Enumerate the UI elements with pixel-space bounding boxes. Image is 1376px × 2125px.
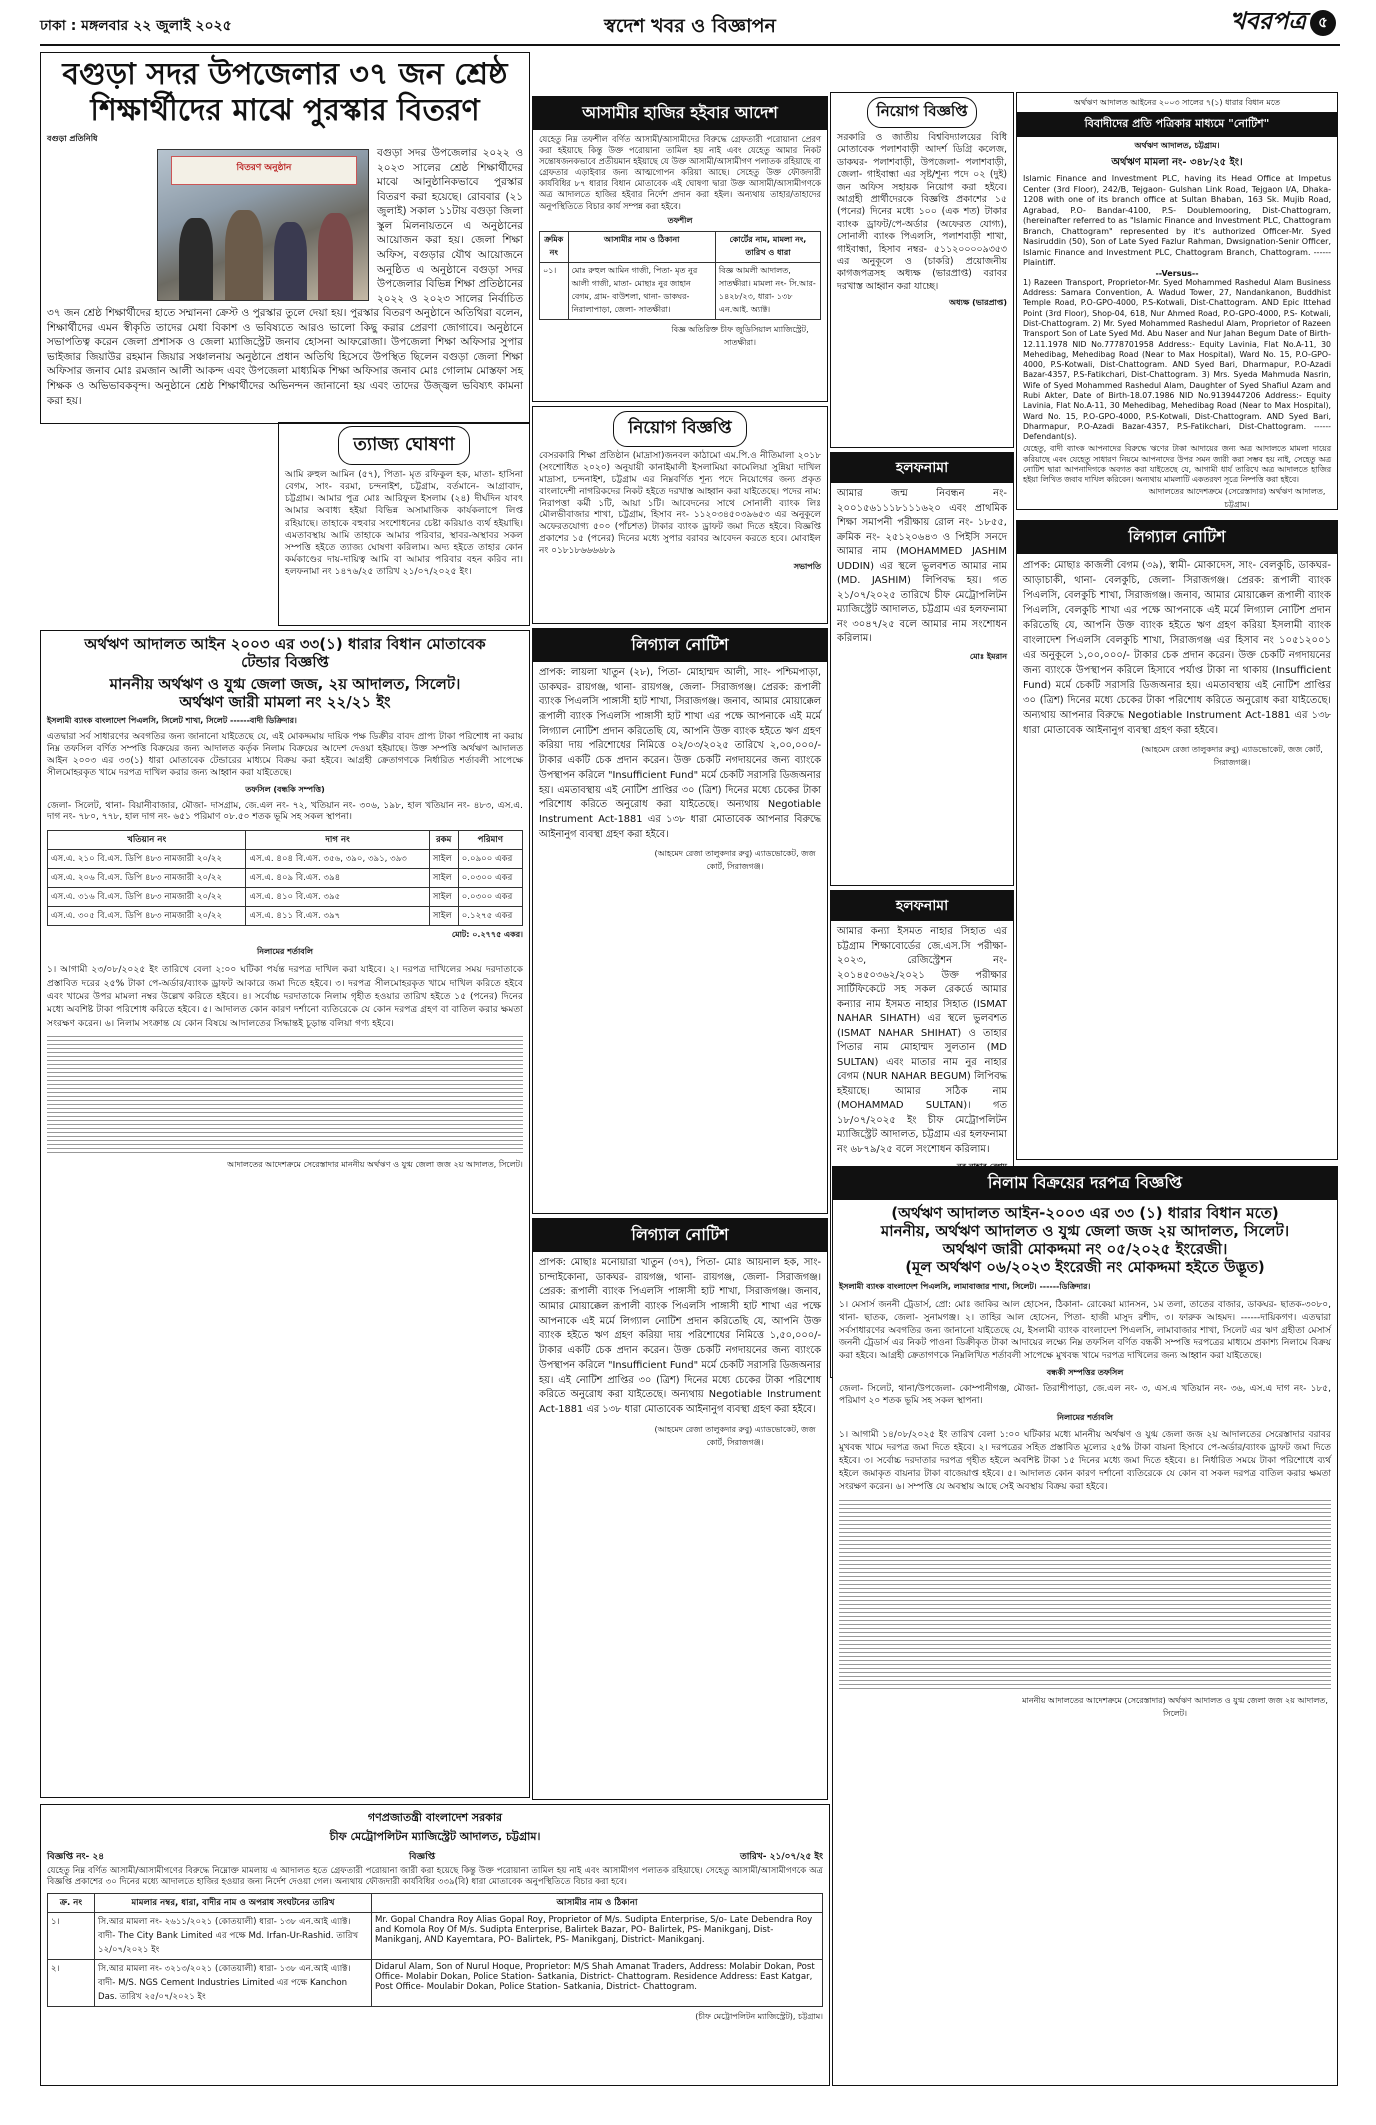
hajir-sign: বিজ্ঞ অতিরিক্ত চীফ জুডিসিয়াল ম্যাজিস্ট্রেট, সাতক্ষীরা। [671,324,809,347]
lead-photo [157,149,369,301]
rin-versus: --Versus-- [1155,268,1199,278]
tender-total: মোট: ০.২৭৭৫ একর। [451,930,523,940]
halaf1-sign: মোঃ ইমরান [969,651,1007,661]
gov-band2: চীফ মেট্রোপলিটন ম্যাজিস্ট্রেট আদালত, চট্টগ্রাম। [329,1830,541,1843]
table-cell: এস.এ. ৪১০ বি.এস. ৩৯৫ [246,888,429,907]
legal3-sign: (আহমেদ রেজা তালুকদার রুবু) এ্যাডভোকেট, জজ কোর্ট, সিরাজগঞ্জ। [654,1424,816,1447]
nilam-terms: ১। আগামী ১৪/০৮/২০২৫ ইং তারিখ বেলা ১:০০ ঘটিকার মধ্যে মাননীয় অর্থঋণ ও যুগ্ম জেলা জজ ২য় আদালতের সেরেস্তাদার বরাবর মুখবন্ধ খামে দরপত্র জমা দিতে হইবে। ২। দরপত্রের সহিত প্রস্তাবিত মূল্যের ২৫% টাকা বায়না হিসাবে পে-অর্ডার/ব্যাংক ড্রাফট জমা দিতে হইবে। ৩। সর্বোচ্চ দরদাতার দরপত্র গৃহীত হইলে অবশিষ্ট টাকা ১৫ দিনের মধ্যে জমা দিতে হইবে। ৪। নির্ধারিত সময়ে টাকা পরিশোধে ব্যর্থ হইলে জমাকৃত বায়নার টাকা বাজেয়াপ্ত হইবে। ৫। আদালত কোন কারণ দর্শানো ব্যতিরেকে যে কোন বা সকল দরপত্র বাতিল করার ক্ষমতা সংরক্ষণ করেন। ৬। সম্পত্তি যে অবস্থায় আছে সেই অবস্থায় বিক্রয় করা হইবে। [839,1429,1331,1492]
table-row [48,831,523,850]
table-cell: সাইল [429,850,458,869]
table-header: আসামীর নাম ও ঠিকানা [372,1893,823,1912]
table-cell: সাইল [429,888,458,907]
legal-notice-3 [532,1218,828,1800]
hajir-table-heading: তফশীল [667,215,693,225]
masthead-logo [1230,6,1336,40]
table-cell: সাইল [429,907,458,926]
header-rule [40,44,1340,46]
legal1-sign: (আহমেদ রেজা তালুকদার রুবু) এ্যাডভোকেট, জজ কোর্ট, সিরাজগঞ্জ। [1141,745,1323,767]
rin-sign: আদালতের আদেশক্রমে (সেরেস্তাদার) অর্থঋণ আদালত, চট্টগ্রাম। [1148,486,1326,509]
table-row [48,850,523,869]
photo-banner-text: বিতরণ অনুষ্ঠান [236,163,292,173]
lead-body: বগুড়া সদর উপজেলার ২০২২ ও ২০২৩ সালের শ্রেষ্ঠ শিক্ষার্থীদের মাঝে আনুষ্ঠানিকভাবে পুরস্কার বিতরণ করা হয়েছে। রোববার (২১ জুলাই) সকাল ১১টায় বগুড়া জিলা স্কুল মিলনায়তনে এ অনুষ্ঠানের আয়োজন করা হয়। জেলা শিক্ষা অফিস, বগুড়ার যৌথ আয়োজনে অনুষ্ঠিত এ অনুষ্ঠানে বগুড়া সদর উপজেলার বিভিন্ন শিক্ষা প্রতিষ্ঠানের ২০২২ ও ২০২৩ সালের নির্বাচিত ৩৭ জন শ্রেষ্ঠ শিক্ষার্থীদের হাতে সম্মাননা ক্রেস্ট ও পুরস্কার তুলে দেয়া হয়। পুরস্কার বিতরণ অনুষ্ঠানে অতিথিরা বলেন, শিক্ষার্থীদের এমন স্বীকৃতি তাদের মেধা বিকাশ ও ভবিষ্যতে আরও ভালো কিছু করার প্রেরণা জোগাবে। অনুষ্ঠানে সভাপতিত্ব করেন জেলা প্রশাসক ও জেলা ম্যাজিস্ট্রেট জনাব হোসনা আফরোজা। উপজেলা শিক্ষা অফিসার সুপার ভাইজার জিয়াউর রহমান জিয়ার সঞ্চালনায় অনুষ্ঠানে প্রধান অতিথি হিসেবে উপস্থিত ছিলেন বগুড়া জেলা শিক্ষা অফিসার জনাব মোঃ রমজান আলী আকন্দ এবং উপজেলা মাধ্যমিক শিক্ষা অফিসার জনাব মোঃ গোলাম মোস্তফা সহ শিক্ষক ও অভিভাবকবৃন্দ। অনুষ্ঠানে শ্রেষ্ঠ শিক্ষার্থীদের অভিনন্দন জানানো হয় এবং তাদের উজ্জ্বল ভবিষ্যৎ কামনা করা হয়। [47,147,523,407]
lead-story [40,52,530,424]
lead-title-line1: বগুড়া সদর উপজেলার ৩৭ জন শ্রেষ্ঠ [62,57,508,92]
niyog1-body: বেসরকারি শিক্ষা প্রতিষ্ঠান (মাদ্রাসা)জনবল কাঠামো এম.পি.ও নীতিমালা ২০১৮ (সংশোধিত ২০২০) অনুযায়ী কানাইমালী ইসলামিয়া কামেলিয়া সুন্নিয়া দাখিল মাদ্রাসা, চন্দনাইশ, চট্টগ্রাম এর নিম্নবর্ণিত শূন্য পদে নিয়োগের জন্য প্রকৃত বাংলাদেশী নাগরিকদের নিকট হইতে দরখাস্ত আহ্বান করা যাইতেছে। পদের নাম: নিরাপত্তা কর্মী ১টি, আয়া ১টি। আবেদনের সাথে সোনালী ব্যাংক লিঃ মৌলভীবাজার শাখা, চট্টগ্রাম, হিসাব নং- ১১২০৩৪৫০৩৯৬৫৩ এর অনুকূলে অফেরতযোগ্য ৫০০ (পাঁচশত) টাকার ব্যাংক ড্রাফট জমা দিতে হইবে। বিজ্ঞপ্তি প্রকাশের ১৫ (পনের) দিনের মধ্যে সুপার বরাবর আবেদন করতে হবে। মোবাইল নং ০১৮১৮৬৬৬৬৮৯ [539,451,821,556]
tender-text-filler [47,1036,523,1153]
gov-intro: যেহেতু নিম্ন বর্ণিত আসামী/আসামীগণের বিরুদ্ধে নিম্নোক্ত মামলায় এ আদালত হতে গ্রেফতারী পরোয়ানা জারী করা হয়েছে কিন্তু উক্ত পরোয়ানা তামিল হয় নাই এবং আসামীগণ পলাতক রহিয়াছে। সেহেতু আসামী/আসামীগণকে অত্র বিজ্ঞপ্তি প্রকাশের ৩০ দিনের মধ্যে আদালতে হাজির হওয়ার জন্য নির্দেশ দেওয়া গেল। অন্যথায় ফৌজদারী কার্যবিধির ৩৩৯(বি) ধারা মোতাবেক অনুপস্থিতিতে বিচার করা হবে। [47,1866,823,1888]
photo-figure [225,210,263,300]
nilam-terms-title: নিলামের শর্তাবলি [1057,1412,1113,1422]
table-row [48,1912,823,1959]
rin-title: বিবাদীদের প্রতি পত্রিকার মাধ্যমে "নোটিশ" [1017,112,1337,137]
niyog-notice-2 [830,92,1014,448]
tender-title2: টেন্ডার বিজ্ঞপ্তি [241,653,329,671]
lead-byline: বগুড়া প্রতিনিধি [47,134,98,143]
section-title: স্বদেশ খবর ও বিজ্ঞাপন [604,15,776,37]
table-cell: বিজ্ঞ আমলী আদালত, সাতক্ষীরা। মামলা নং- সি.আর- ১৪২৮/২৩, ধারা- ১৩৮ এন.আই. অ্যাক্ট। [715,262,820,319]
table-cell: এস.এ. ৩০৫ বি.এস. ডিপি ৪৮৩ নামজারী ২০/২২ [48,907,246,926]
halaf1-body: আমার জন্ম নিবন্ধন নং- ২০০১৫৬১১১৮১১১৬২০ এবং প্রাথমিক শিক্ষা সমাপনী পরীক্ষায় রোল নং- ১৮৫৫, ক্রমিক নং- ২৫১২০৬৪৩ ও পিইসি সনদে আমার নাম (MOHAMMED JASHIM UDDIN) এর স্থলে ভুলবশত আমার নাম (MD. JASHIM) লিপিবদ্ধ হয়। গত ২১/০৭/২০২৫ তারিখে চীফ মেট্রোপলিটন ম্যাজিস্ট্রেট আদালত, চট্টগ্রাম এর হলফনামা নং ৩০৪৭/২৫ বলে আমার নাম সংশোধন করিলাম। [837,488,1007,644]
niyog1-title: নিয়োগ বিজ্ঞপ্তি [613,411,746,447]
niyog1-title-wrap [539,411,821,447]
legal1-title: লিগ্যাল নোটিশ [1017,521,1337,554]
table-cell: এস.এ. ৪০৯ বি.এস. ৩৯৪ [246,869,429,888]
tyajjo-title-wrap [285,426,523,465]
halaf2-body: আমার কন্যা ইসমত নাহার সিহাত এর চট্টগ্রাম শিক্ষাবোর্ডের জে.এস.সি পরীক্ষা- ২০২৩, রেজিস্ট্রেশন নং- ২০১৪৫০৩৬২/২০২১ উক্ত পরীক্ষার সার্টিফিকেটে সহ সকল রেকর্ডে আমার কন্যার নাম ইসমত নাহার সিহাত (ISMAT NAHAR SIHATH) এর স্থলে ভুলবশত (ISMAT NAHAR SHIHAT) ও তাহার পিতার নাম মোহাম্মদ সুলতান (MD SULTAN) এবং মাতার নাম নুর নাহার বেগম (NUR NAHAR BEGUM) লিপিবদ্ধ হইয়াছে। আমার সঠিক নাম (MOHAMMAD SULTAN)। গত ১৮/০৭/২০২৫ ইং চীফ মেট্রোপলিটন ম্যাজিস্ট্রেট আদালত, চট্টগ্রাম এর হলফনামা নং ৬৮৭৯/২৫ বলে সংশোধন করিলাম। [837,926,1007,1155]
rin-closing: যেহেতু, বাদী ব্যাংক আপনাদের বিরুদ্ধে ঋণের টাকা আদায়ের জন্য অত্র আদালতে মামলা দায়ের করিয়াছে এবং যেহেতু সাধারণ নিয়মে আপনাদের উপর সমন জারী করা সম্ভব হয় নাই, সেহেতু অত্র নোটিশ দ্বারা আপনাদিগকে অবগত করা যাইতেছে যে, আগামী ধার্য তারিখে অত্র আদালতে হাজির হইয়া লিখিত জবাব দাখিল করিবেন। অন্যথায় মামলাটি একতরফা সূত্রে নিষ্পত্তি করা হইবে। [1023,444,1331,485]
nilam-plaintiff: ইসলামী ব্যাংক বাংলাদেশ পিএলসি, লামাবাজার শাখা, সিলেট। ------ডিক্রিদার। [839,1282,1091,1291]
nilam-court: মাননীয়, অর্থঋণ আদালত ও যুগ্ম জেলা জজ ২য় আদালত, সিলেট। [880,1222,1290,1240]
halaf-notice-1 [830,452,1014,886]
tender-court: মাননীয় অর্থঋণ ও যুগ্ম জেলা জজ, ২য় আদালত, সিলেট। [109,675,461,693]
niyog2-title-wrap [837,97,1007,128]
tender-table [47,830,523,926]
table-cell: ০.০৯০০ একর [458,850,522,869]
gov-sign: (চীফ মেট্রোপলিটন ম্যাজিস্ট্রেট), চট্টগ্রাম। [695,2011,823,2021]
table-cell: এস.এ. ২০৬ বি.এস. ডিপি ৪৮৩ নামজারী ২০/২২ [48,869,246,888]
tyajjo-body: আমি রুহুল আমিন (৫৭), পিতা- মৃত রফিকুল হক, মাতা- হাসিনা বেগম, সাং- বরমা, চন্দনাইশ, চট্টগ্রাম, বর্তমানে- আগ্রাবাদ, চট্টগ্রাম। আমার পুত্র মোঃ আরিফুল ইসলাম (২৪) দীর্ঘদিন যাবৎ আমার অবাধ্য হইয়া বিভিন্ন অসামাজিক কার্যকলাপে লিপ্ত রহিয়াছে। তাহাকে বহুবার সংশোধনের চেষ্টা করিয়াও ব্যর্থ হইয়াছি। এমতাবস্থায় আমি তাহাকে আমার পরিবার, স্থাবর-অস্থাবর সকল সম্পত্তি হইতে ত্যাজ্য ঘোষণা করিলাম। অদ্য হইতে তাহার কোন কর্মকাণ্ডের দায়-দায়িত্ব আমি বা আমার পরিবার বহন করিব না। হলফনামা নং ১৪৭৬/২৫ তারিখ ২১/০৭/২০২৫ ইং। [285,469,523,578]
rin-small-line: অর্থঋণ আদালত আইনের ২০০৩ সালের ৭(১) ধারার বিধান মতে [1073,98,1281,107]
logo-text: খবরপত্র [1229,6,1306,35]
rin-plaintiff: Islamic Finance and Investment PLC, having its Head Office at Impetus Center (3rd Floor), 242/B, Tejgaon- Gulshan Link Road, Tejgaon I/A, Dhaka-1208 with one of its branch office at Sultan Bhaban, 163 Sk. Mujib Road, Agrabad, P.O- Bandar-4100, P.S- Doublemooring, Dist-Chattogram, (hereinafter referred to as "Islamic Finance and Investment PLC, Chattogram Branch, Chattogram" represented by it's authorized Officer-Mr. Syed Nasiruddin (50), Son of Late Syed Fazlur Rahman, Dwsignation-Senir Officer, Islamic Finance and Investment PLC, Chattogram Branch, Chattogram. ------Plaintiff. [1023,174,1331,268]
legal3-body: প্রাপক: মোছাঃ মনোয়ারা খাতুন (৩৭), পিতা- মোঃ আয়নাল হক, সাং- চান্দাইকোনা, ডাকঘর- রায়গঞ্জ, থানা- রায়গঞ্জ, জেলা- সিরাজগঞ্জ। প্রেরক: রূপালী ব্যাংক পিএলসি পাঙ্গাসী হাট শাখা, সিরাজগঞ্জ। জনাব, আমার মোয়াক্কেল রূপালী ব্যাংক পিএলসি পাঙ্গাসী হাট শাখা এর পক্ষে আপনাকে এই মর্মে লিগ্যাল নোটিশ প্রদান করিতেছি যে, আপনি উক্ত ব্যাংক হইতে ঋণ গ্রহণ করিয়া দায় পরিশোধের নিমিত্তে ১,৫০,০০০/- টাকার একটি চেক প্রদান করেন। উক্ত চেকটি নগদায়নের জন্য ব্যাংকে উপস্থাপন করিলে "Insufficient Fund" মর্মে চেকটি সরাসরি ডিজঅনার হয়। এই নোটিশ প্রাপ্তির ৩০ (ত্রিশ) দিনের মধ্যে চেকের টাকা পরিশোধ করিতে অনুরোধ করা যাইতেছে। অন্যথায় Negotiable Instrument Act-1881 এর ১৩৮ ধারা মোতাবেক আইনানুগ ব্যবস্থা গ্রহণ করা হইবে। [539,1257,821,1415]
rin-defendants: 1) Razeen Transport, Proprietor-Mr. Syed Mohammed Rashedul Alam Business Address: Samara Convention, A. Wadud Tower, 27, Nandankanon, Buddhist Temple Road, P.O-GPO-4000, P.S-Kotwali, Dist-Chattogram. AND Epic Ittehad Point (3rd Floor), Shop-04, 618, Nur Ahmed Road, P.O-GPO-4000, P.S- Kotwali, Dist-Chattogram. 2) Mr. Syed Mohammed Rashedul Alam, Proprietor of Razeen Transport Son of Late Syed Md. Abu Naser and Nur Jahan Begum Date of Birth-12.11.1978 NID No.7778701958 Address:- Equity Lavinia, Flat No.A-11, 30 Mehedibag, Mehedibag Road (Near to Max Hospital), Ward No. 15, P.O-GPO-4000, P.S-Kotwali, Dist-Chattogram. AND Syed Bari, Dharmapur, P.O-Azadi Bazar-4357, P.S-Fatikchari, Dist-Chattogram. 3) Mrs. Syeda Mahmuda Nasrin, Wife of Syed Mohammed Rashedul Alam, Daughter of Syed Shafiul Azam and Rubi Akter, Date of Birth-18.07.1986 NID No.9139447206 Address:- Equity Lavinia, Flat No.A-11, 30 Mehedibag, Mehedibag Road (Near to Max Hospital), Ward No. 15, P.O-GPO-4000, P.S-Kotwali, Dist-Chattogram. AND Syed Bari, Dharmapur, P.O-Azadi Bazar-4357, P.S-Fatikchari, Dist-Chattogram. ------Defendant(s). [1023,277,1331,442]
nilam-case: অর্থঋণ জারী মোকদ্দমা নং ০৫/২০২৫ ইংরেজী। [942,1240,1228,1258]
table-cell: Mr. Gopal Chandra Roy Alias Gopal Roy, Proprietor of M/s. Sudipta Enterprise, S/o- Late Debendra Roy and Komola Roy Of M/s. Sudipta Enterprise, Balirtek Bazar, PO- Balirtek, PS- Manikganj, Dist- Manikganj, AND Kayemtara, PO- Balirtek, PS- Manikganj, District- Manikganj. [372,1912,823,1959]
tender-case: অর্থঋণ জারী মামলা নং ২২/২১ ইং [179,693,391,711]
halaf2-title: হলফনামা [831,891,1013,921]
legal-notice-2 [532,628,828,1214]
table-cell: এস.এ. ৩১৬ বি.এস. ডিপি ৪৮৩ নামজারী ২০/২২ [48,888,246,907]
table-header: মামলার নম্বর, ধারা, বাদীর নাম ও অপরাধ সংঘটনের তারিখ [95,1893,372,1912]
table-header: কোর্টের নাম, মামলা নং, তারিখ ও ধারা [715,231,820,262]
legal2-body: প্রাপক: লায়লা খাতুন (২৮), পিতা- মোহাম্মদ আলী, সাং- পশ্চিমপাড়া, ডাকঘর- রায়গঞ্জ, থানা- রায়গঞ্জ, জেলা- সিরাজগঞ্জ। প্রেরক: রূপালী ব্যাংক পিএলসি পাঙ্গাসী হাট শাখা, সিরাজগঞ্জ। জনাব, আমার মোয়াক্কেল রূপালী ব্যাংক পিএলসি পাঙ্গাসী হাট শাখা এর পক্ষে আপনাকে এই মর্মে লিগ্যাল নোটিশ প্রদান করিতেছি যে, আপনি উক্ত ব্যাংক হইতে ঋণ গ্রহণ করিয়া দায় পরিশোধের নিমিত্তে ০২/০৩/২০২৫ তারিখে ২,০০,০০০/- টাকার একটি চেক প্রদান করেন। উক্ত চেকটি নগদায়নের জন্য ব্যাংকে উপস্থাপন করিলে "Insufficient Fund" মর্মে চেকটি সরাসরি ডিজঅনার হয়। এমতাবস্থায় এই নোটিশ প্রাপ্তির ৩০ (ত্রিশ) দিনের মধ্যে চেকের টাকা পরিশোধ করিতে অনুরোধ করা যাইতেছে। অন্যথায় Negotiable Instrument Act-1881 এর ১৩৮ ধারা মোতাবেক আপনার বিরুদ্ধে আইনানুগ ব্যবস্থা গ্রহণ করা হইবে। [539,667,821,840]
table-row [540,262,821,319]
gov-notice-no: বিজ্ঞপ্তি নং- ২৪ [47,1852,105,1862]
niyog2-body: সরকারি ও জাতীয় বিশ্ববিদ্যালয়ের বিধি মোতাবেক পলাশবাড়ী আদর্শ ডিগ্রি কলেজ, ডাকঘর- পলাশবাড়ী, উপজেলা- পলাশবাড়ী, জেলা- গাইবান্ধা এর সৃষ্ট/শূন্য পদে ০২ (দুই) জন অফিস সহায়ক নিয়োগ করা হইবে। আগ্রহী প্রার্থীদেরকে বিজ্ঞপ্তি প্রকাশের ১৫ (পনের) দিনের মধ্যে ১০০ (এক শত) টাকার ব্যাংক ড্রাফট/পে-অর্ডার (অফেরত যোগ্য), সোনালী ব্যাংক পিএলসি, পলাশবাড়ী শাখা, গাইবান্ধা, হিসাব নম্বর- ৫১১২০০০০৯৩৫৩ এর অনুকূলে ও (চাকরি) প্রয়োজনীয় কাগজপত্রসহ অধ্যক্ষ (ভারপ্রাপ্ত) বরাবর দরখাস্ত আহ্বান করা যাচ্ছে। [837,132,1007,292]
table-cell: সি.আর মামলা নং- ৩২১৩/২০২১ (কোতয়ালী) ধারা- ১৩৮ এন.আই এ্যাক্ট। বাদী- M/S. NGS Cement Industries Limited এর পক্ষে Kanchon Das. তারিখ ২৫/০৭/২০২১ ইং [95,1959,372,2006]
table-cell: সি.আর মামলা নং- ২৬১১/২০২১ (কোতয়ালী) ধারা- ১৩৮ এন.আই এ্যাক্ট। বাদী- The City Bank Limited এর পক্ষে Md. Irfan-Ur-Rashid. তারিখ ১২/০৭/২০২১ ইং [95,1912,372,1959]
gov-notice-meta [47,1849,823,1864]
lead-title [47,57,523,129]
tender-schedule-title: তফসিল (বন্ধকি সম্পত্তি) [245,784,325,794]
nilam-schedule-title: বন্ধকী সম্পত্তির তফসিল [1046,1367,1124,1377]
nilam-schedule: জেলা- সিলেট, থানা/উপজেলা- কোম্পানীগঞ্জ, মৌজা- তিরাশীপাড়া, জে.এল নং- ৩, এস.এ খতিয়ান নং- ৩৬, এস.এ দাগ নং- ১৮৫, পরিমাণ ২০ শতক ভূমি সহ সকল স্থাপনা। [839,1383,1331,1406]
table-row [540,231,821,262]
table-cell: ০১। [540,262,569,319]
table-cell: ০.০৩০০ একর [458,869,522,888]
table-cell: ২। [48,1959,95,2006]
gov-band1: গণপ্রজাতন্ত্রী বাংলাদেশ সরকার [367,1811,503,1824]
tender-body: এতদ্বারা সর্ব সাধারণের অবগতির জন্য জানানো যাইতেছে যে, এই মোকদ্দমায় দায়িক পক্ষ ডিক্রীর বাবদ প্রাপ্য টাকা পরিশোধ না করায় নিম্ন তফসিল বর্ণিত সম্পত্তি বিক্রয়ের জন্য আদালত কর্তৃক নিলাম বিক্রয়ের আদেশ দেওয়া হইয়াছে। উক্ত সম্পত্তি অর্থঋণ আদালত আইন ২০০৩ এর ৩৩(১) ধারা মোতাবেক টেন্ডারের মাধ্যমে বিক্রয় করা হইবে। আগ্রহী ক্রেতাগণকে নির্ধারিত শর্তাবলী সাপেক্ষে সীলমোহরকৃত খামে দরপত্র দাখিল করার জন্য আহ্বান করা যাইতেছে। [47,732,523,778]
halaf1-title: হলফনামা [831,453,1013,483]
tender-title1: অর্থঋণ আদালত আইন ২০০৩ এর ৩৩(১) ধারার বিধান মোতাবেক [84,635,486,653]
nilam-law: (অর্থঋণ আদালত আইন-২০০৩ এর ৩৩ (১) ধারার বিধান মতে) [891,1204,1279,1222]
tender-notice [40,630,530,1798]
photo-figure [274,222,308,300]
table-header: খতিয়ান নং [48,831,246,850]
hajir-title: আসামীর হাজির হইবার আদেশ [533,97,827,130]
page-number: ৫ [1310,10,1336,36]
nilam-sign: মাননীয় আদালতের আদেশক্রমে (সেরেস্তাদার) অর্থঋণ আদালত ও যুগ্ম জেলা জজ ২য় আদালত, সিলেট। [1022,1695,1328,1718]
legal3-title: লিগ্যাল নোটিশ [533,1219,827,1252]
niyog2-sign: অধ্যক্ষ (ভারপ্রাপ্ত) [949,298,1007,308]
tyajjo-title: ত্যাজ্য ঘোষণা [338,426,469,465]
table-cell: ০.১২৭৫ একর [458,907,522,926]
table-header: দাগ নং [246,831,429,850]
table-cell: এস.এ. ২১০ বি.এস. ডিপি ৪৮৩ নামজারী ২০/২২ [48,850,246,869]
table-row [48,888,523,907]
legal2-title: লিগ্যাল নোটিশ [533,629,827,662]
niyog1-sign: সভাপতি [793,561,821,571]
legal-notice-1 [1016,520,1338,1160]
table-cell: মোঃ রুহুল আমিন গাজী, পিতা- মৃত নুর আলী গাজী, মাতা- মোছাঃ নুর জাহান বেগম, গ্রাম- বাউশলা, থানা- ডাকঘর- নিরালাপাড়া, জেলা- সাতক্ষীরা। [568,262,715,319]
hajir-table [539,231,821,320]
nilam-body: ১। মেসার্স জননী ট্রেডার্স, প্রো: মোঃ জাকির আল হোসেন, ঠিকানা- রোকেয়া ম্যানসন, ১ম তলা, তাতের বাজার, ডাকঘর- ছাতক-৩০৮০, থানা- ছাতক, জেলা- সুনামগঞ্জ। ২। তাহির আল হোসেন, পিতা- হাজী মাসুদ রশীদ, ৩। ফারুক আহমদ। ------দায়িকগণ। এতদ্বারা সর্বসাধারণের অবগতির জন্য জানানো যাইতেছে যে, ইসলামী ব্যাংক বাংলাদেশ পিএলসি, লামাবাজার শাখা, সিলেট এর ঋণ গ্রহীতা মেসার্স জননী ট্রেডার্স এর নিকট পাওনা ডিক্রীকৃত টাকা আদায়ের লক্ষ্যে নিম্ন তফসিল বর্ণিত বন্ধকী সম্পত্তি দরপত্রের মাধ্যমে প্রকাশ্য নিলামে বিক্রয় করা হইবে। আগ্রহী ক্রেতাগণকে নিম্নলিখিত শর্তাবলী সাপেক্ষে মুখবন্ধ খামে দরপত্র দাখিলের জন্য আহ্বান করা যাইতেছে। [839,1300,1331,1362]
rin-notice [1016,92,1338,510]
table-row [48,1959,823,2006]
photo-banner [171,156,358,185]
photo-figure [318,213,354,300]
table-row [48,1893,823,1912]
gov-notice-title: বিজ্ঞপ্তি [408,1852,436,1862]
nilam-text-filler [839,1500,1331,1689]
issue-date: ঢাকা : মঙ্গলবার ২২ জুলাই ২০২৫ [40,18,232,34]
nilam-band: নিলাম বিক্রয়ের দরপত্র বিজ্ঞপ্তি [833,1167,1337,1200]
table-header: পরিমাণ [458,831,522,850]
legal1-body: প্রাপক: মোছাঃ কাজলী বেগম (৩৯), স্বামী- মোকাদেস, সাং- বেলকুচি, ডাকঘর- আড়াচাকী, থানা- বেলকুচি, জেলা- সিরাজগঞ্জ। প্রেরক: রূপালী ব্যাংক পিএলসি, বেলকুচি শাখা, সিরাজগঞ্জ। জনাব, আমার মোয়াক্কেল রূপালী ব্যাংক পিএলসি, বেলকুচি শাখা এর পক্ষে আপনাকে এই মর্মে লিগ্যাল নোটিশ প্রদান করিতেছি যে, আপনি উক্ত ব্যাংক হইতে ঋণ গ্রহণ করিয়া ইসলামী ব্যাংক বাংলাদেশ পিএলসি বেলকুচি শাখা, সিরাজগঞ্জ এর হিসাব নং ১০৫১২০০১ এর অনুকূলে ১,০০,০০০/- টাকার চেক প্রদান করেন। উক্ত চেকটি নগদায়নের জন্য ব্যাংকে উপস্থাপন করিলে হিসাবে পর্যাপ্ত টাকা না থাকায় (Insufficient Fund) মর্মে চেকটি সরাসরি ডিজঅনার হয়। এমতাবস্থায় এই নোটিশ প্রাপ্তির ৩০ (ত্রিশ) দিনের মধ্যে চেকের টাকা পরিশোধ করিতে অনুরোধ করা যাইতেছে। অন্যথায় আপনার বিরুদ্ধে Negotiable Instrument Act-1881 এর ১৩৮ ধারা মোতাবেক আইনানুগ ব্যবস্থা গ্রহণ করা হইবে। [1023,560,1331,736]
table-cell: এস.এ. ৪১১ বি.এস. ৩৯৭ [246,907,429,926]
rin-case: অর্থঋণ মামলা নং- ৩৪৮/২৫ ইং। [1111,157,1243,168]
tender-terms-title: নিলামের শর্তাবলি [257,947,313,957]
tender-plaintiff: ইসলামী ব্যাংক বাংলাদেশ পিএলসি, সিলেট শাখা, সিলেট ------বাদী ডিক্রিদার। [47,716,297,725]
table-cell: ১। [48,1912,95,1959]
table-header: ক্রমিক নং [540,231,569,262]
table-header: ক্র. নং [48,1893,95,1912]
table-cell: ০.০৩০০ একর [458,888,522,907]
photo-figure [179,218,213,301]
tender-terms: ১। আগামী ২৩/০৮/২০২৫ ইং তারিখে বেলা ২:০০ ঘটিকা পর্যন্ত দরপত্র দাখিল করা যাইবে। ২। দরপত্র দাখিলের সময় দরদাতাকে প্রস্তাবিত দরের ২৫% টাকা পে-অর্ডার/ব্যাংক ড্রাফট আকারে জমা দিতে হইবে। ৩। দরপত্র সীলমোহরকৃত খামে দাখিল করিতে হইবে এবং খামের উপর মামলা নম্বর উল্লেখ করিতে হইবে। ৪। সর্বোচ্চ দরদাতাকে নিলাম গৃহীত হওয়ার তারিখ হইতে ১৫ (পনের) দিনের মধ্যে অবশিষ্ট টাকা পরিশোধ করিতে হইবে। ৫। আদালত কোন কারণ দর্শানো ব্যতিরেকে যে কোন দরপত্র গ্রহণ বা বাতিল করার ক্ষমতা সংরক্ষণ করেন। ৬। নিলাম সংক্রান্ত যে কোন বিষয়ে আদালতের সিদ্ধান্তই চূড়ান্ত বলিয়া গণ্য হইবে। [47,964,523,1029]
table-header: রকম [429,831,458,850]
hajir-body: যেহেতু নিম্ন তফশীল বর্ণিত আসামী/আসামীদের বিরুদ্ধে গ্রেফতারী পরোয়ানা প্রেরণ করা হইয়াছে কিন্তু উক্ত পরোয়ানা তামিল হয় নাই এবং যেহেতু আমার নিকট সন্তোষজনকভাবে প্রতীয়মান হইয়াছে যে উক্ত আসামী/আসামীগণ পলাতক রহিয়াছে বা গ্রেফতার এড়াইবার জন্য আত্মগোপন করিয়া আছে। সেহেতু উক্ত ফৌজদারী কার্যবিধির ৮৭ ধারার বিধান মোতাবেক এই ঘোষণা দ্বারা উক্ত আসামী/আসামীগণকে অত্র আদালতে হাজির হইবার নির্দেশ প্রদান করা হইল। অন্যথায় তাহার/তাহাদের অনুপস্থিতিতে বিচার কার্য সম্পন্ন করা হইবে। [539,134,821,211]
gov-notice [40,1804,830,2086]
table-cell: এস.এ. ৪০৪ বি.এস. ৩৫৬, ৩৯০, ৩৯১, ৩৯৩ [246,850,429,869]
lead-title-line2: শিক্ষার্থীদের মাঝে পুরস্কার বিতরণ [90,93,480,128]
nilam-origin: (মূল অর্থঋণ ০৬/২০২৩ ইংরেজী নং মোকদ্দমা হইতে উদ্ভূত) [905,1258,1265,1276]
legal2-sign: (আহমেদ রেজা তালুকদার রুবু) এ্যাডভোকেট, জজ কোর্ট, সিরাজগঞ্জ। [654,849,816,872]
gov-notice-date: তারিখ- ২১/০৭/২৫ ইং [739,1852,823,1862]
table-row [48,907,523,926]
niyog2-title: নিয়োগ বিজ্ঞপ্তি [867,97,976,128]
niyog-notice-1 [532,406,828,624]
table-cell: Didarul Alam, Son of Nurul Hoque, Proprietor: M/S Shah Amanat Traders, Address: Molabir Dokan, Post Office- Molabir Dokan, Police Station- Satkania, District- Chattogram. Residence Address: East Katgar, Post Office- Moulabir Dokan, Police Station- Satkania, District- Chattogram. [372,1959,823,2006]
table-row [48,869,523,888]
gov-table [47,1893,823,2007]
table-cell: সাইল [429,869,458,888]
tender-schedule: জেলা- সিলেট, থানা- বিয়ানীবাজার, মৌজা- দাসগ্রাম, জে.এল নং- ৭২, খতিয়ান নং- ৩০৬, ১৯৮, হাল খতিয়ান নং- ৪৮৩, এস.এ. দাগ নং- ৭৮০, ৭৭৮, হাল দাগ নং- ৬৫১ পরিমাণ ০৮.৫০ শতক ভূমি সহ সকল স্থাপনা। [47,800,523,823]
hajir-notice [532,96,828,402]
rin-court: অর্থঋণ আদালত, চট্টগ্রাম। [1134,141,1220,150]
tyajjo-notice [278,422,530,626]
tender-sign: আদালতের আদেশক্রমে সেরেস্তাদার মাননীয় অর্থঋণ ও যুগ্ম জেলা জজ ২য় আদালত, সিলেট। [227,1159,523,1169]
table-header: আসামীর নাম ও ঠিকানা [568,231,715,262]
nilam-notice [832,1166,1338,2086]
